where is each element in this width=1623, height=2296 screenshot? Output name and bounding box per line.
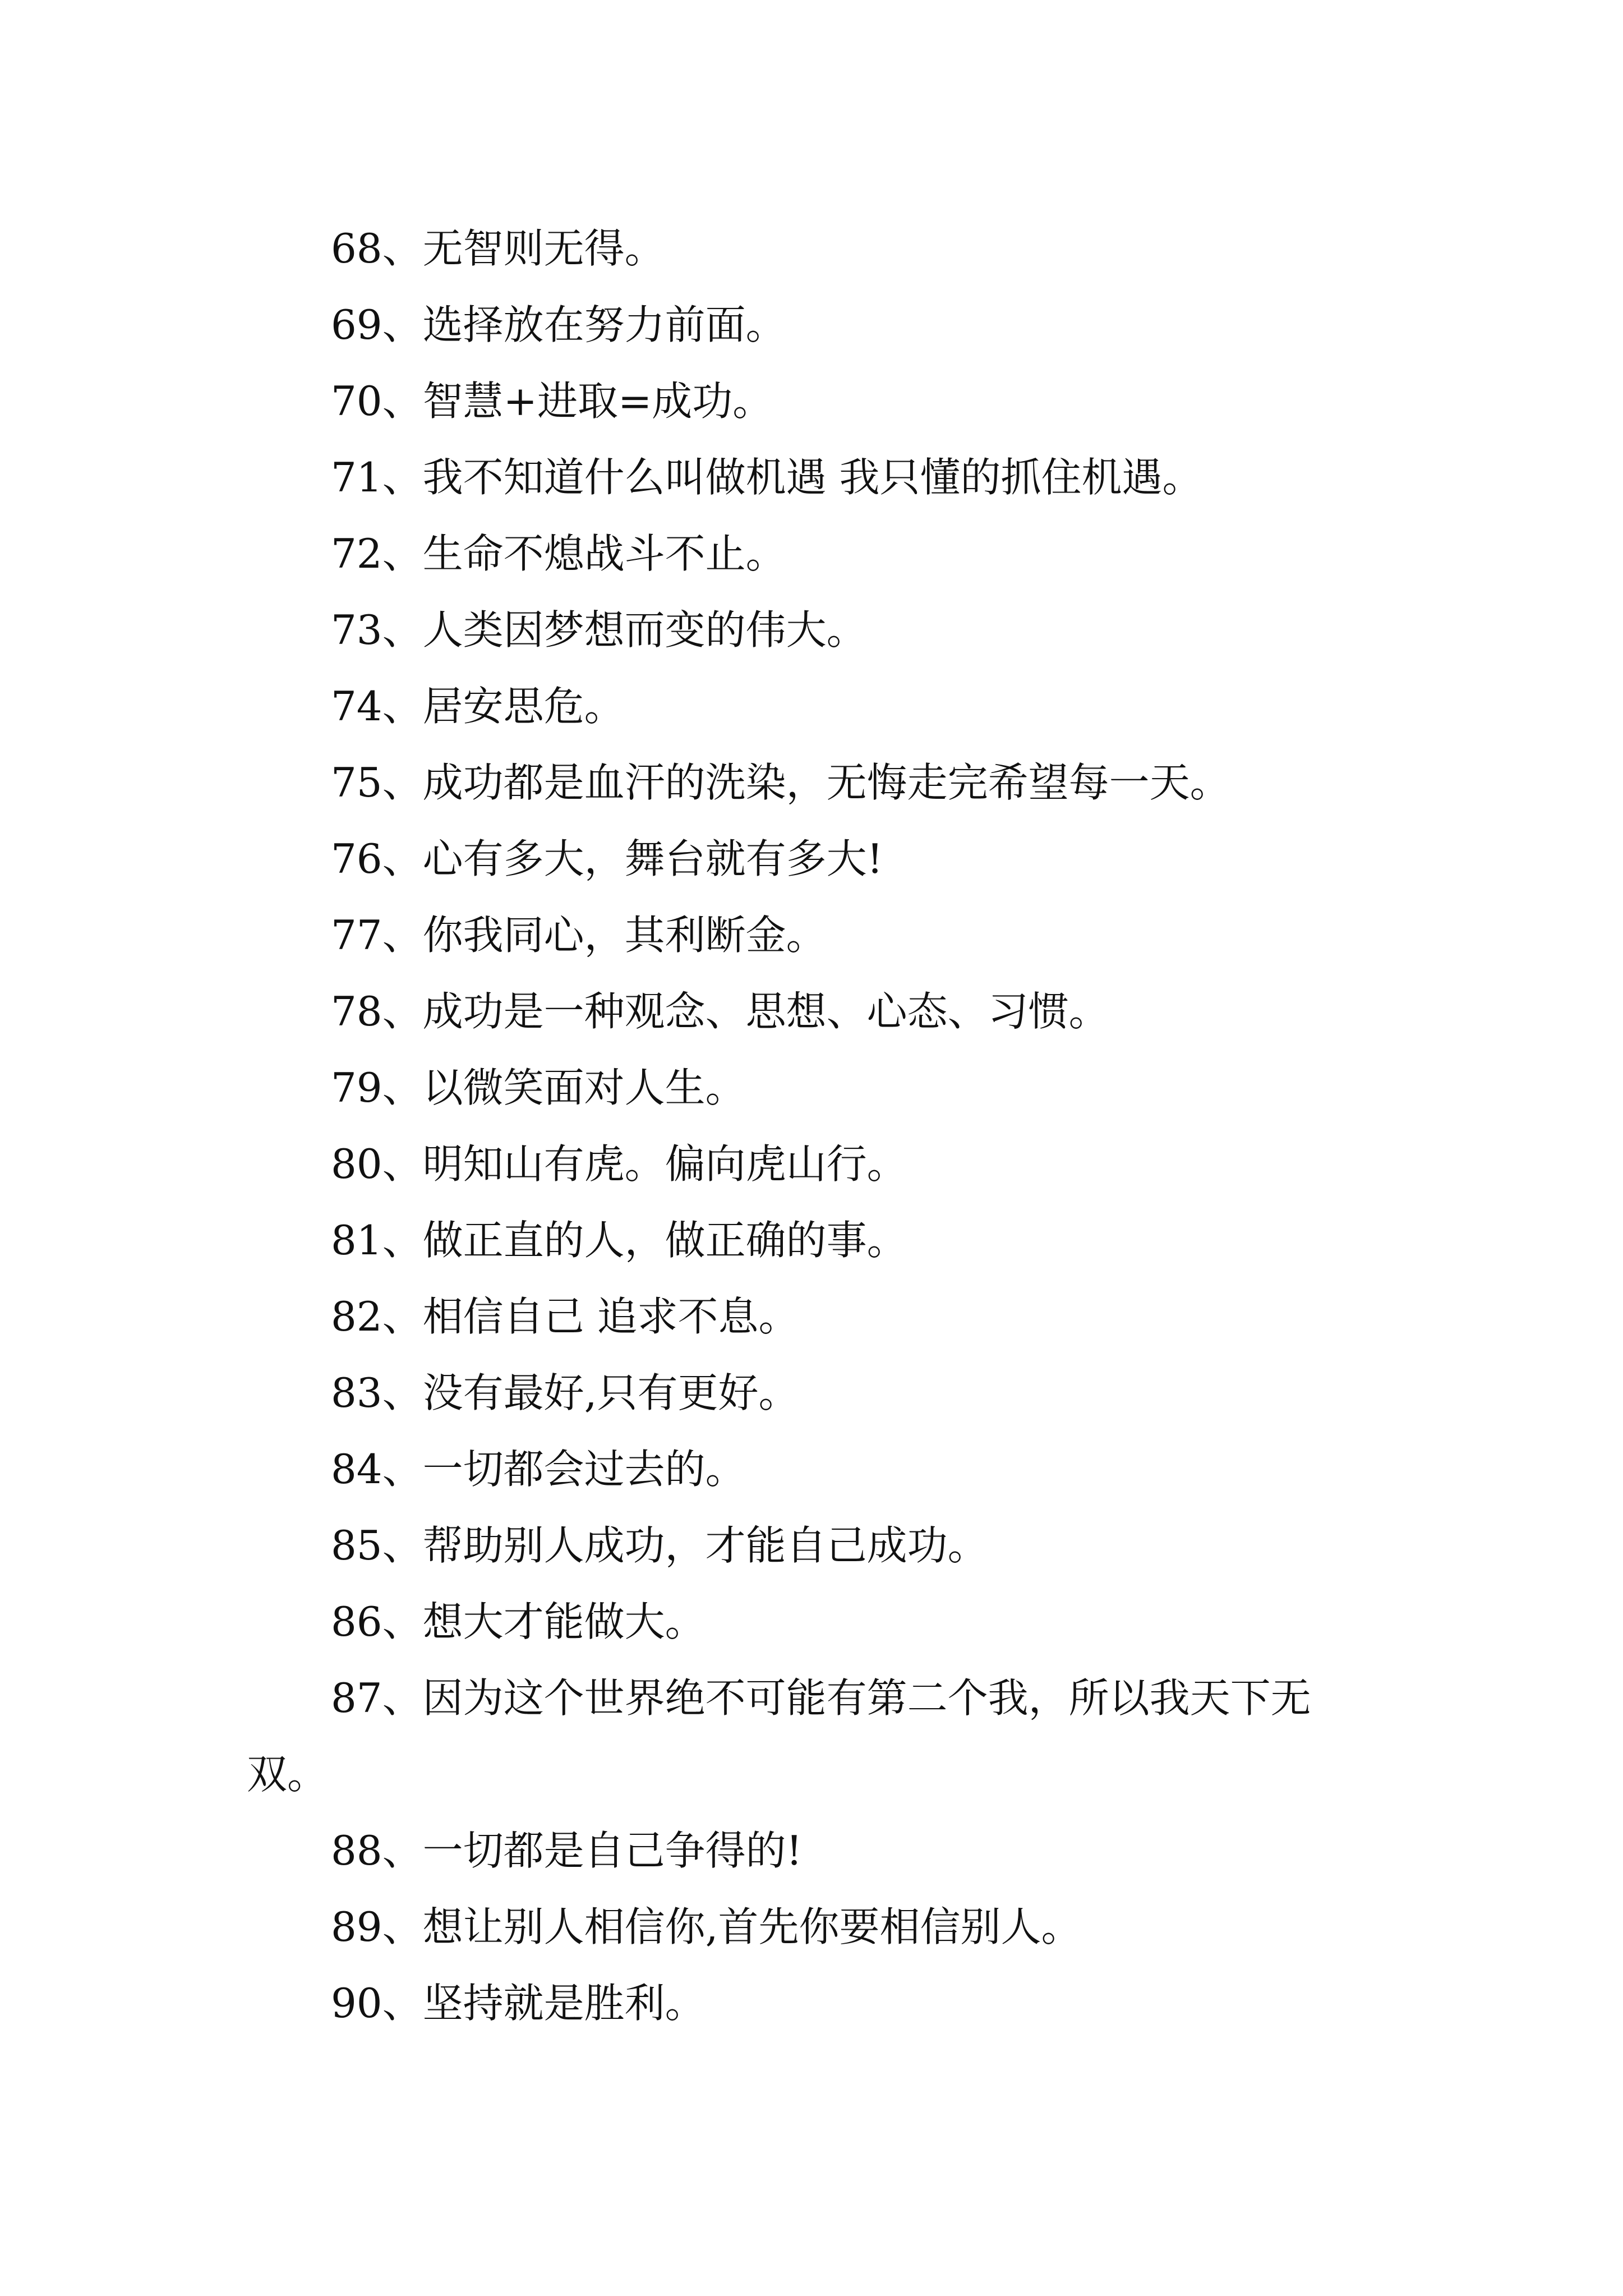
list-item: 83、没有最好,只有更好。	[331, 1369, 799, 1416]
list-item: 80、明知山有虎。偏向虎山行。	[331, 1140, 907, 1188]
list-item: 89、想让别人相信你,首先你要相信别人。	[331, 1903, 1082, 1950]
list-item: 86、想大才能做大。	[331, 1598, 706, 1645]
list-item: 73、人类因梦想而变的伟大。	[331, 606, 867, 654]
list-item: 71、我不知道什么叫做机遇 我只懂的抓住机遇。	[331, 454, 1203, 501]
list-item: 81、做正直的人，做正确的事。	[331, 1217, 907, 1264]
list-item: 72、生命不熄战斗不止。	[331, 530, 786, 577]
list-item: 78、成功是一种观念、思想、心态、习惯。	[331, 988, 1109, 1035]
quote-list	[247, 210, 1380, 2041]
list-item: 69、选择放在努力前面。	[331, 301, 786, 348]
list-item: 79、以微笑面对人生。	[331, 1064, 746, 1111]
list-item: 70、智慧+进取=成功。	[331, 378, 773, 425]
list-item: 87、因为这个世界绝不可能有第二个我，所以我天下无双。	[247, 1674, 1311, 1798]
list-item: 88、一切都是自己争得的!	[331, 1827, 803, 1874]
list-item: 68、无智则无得。	[331, 225, 665, 272]
list-item: 76、心有多大，舞台就有多大!	[331, 835, 883, 882]
list-item: 84、一切都会过去的。	[331, 1446, 746, 1493]
list-item: 82、相信自己 追求不息。	[331, 1293, 799, 1340]
list-item: 77、你我同心，其利断金。	[331, 912, 827, 959]
list-item: 75、成功都是血汗的洗染，无悔走完希望每一天。	[331, 759, 1230, 806]
list-item: 74、居安思危。	[331, 683, 625, 730]
list-item: 85、帮助别人成功，才能自己成功。	[331, 1522, 988, 1569]
list-item: 90、坚持就是胜利。	[331, 1980, 706, 2027]
